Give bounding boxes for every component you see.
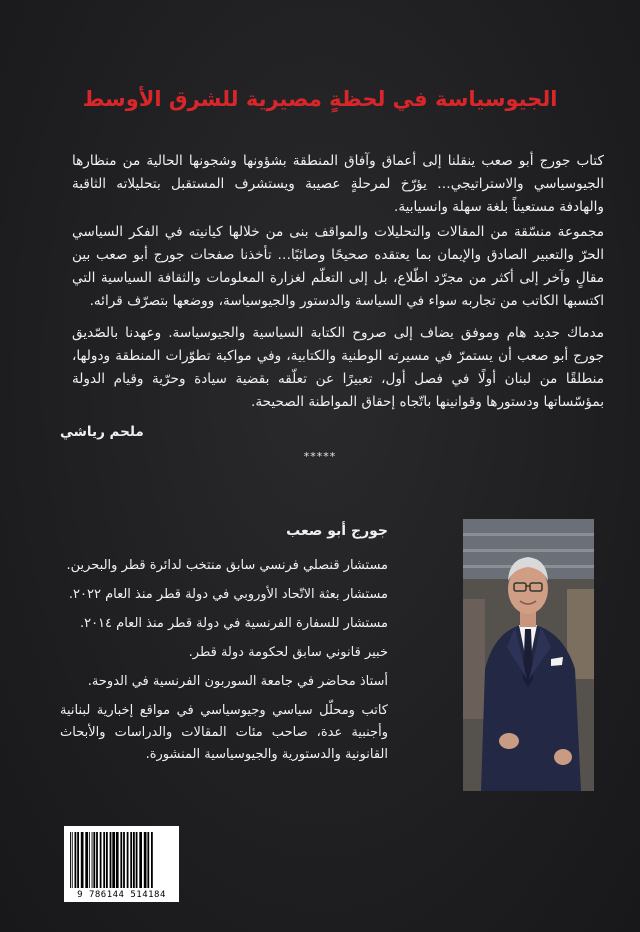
barcode-bar [120,832,122,888]
barcode-bar [93,832,95,888]
barcode-bar [110,832,112,888]
author-bio-item: مستشار للسفارة الفرنسية في دولة قطر منذ العام ٢٠١٤. [79,616,388,631]
isbn-barcode [64,826,179,902]
barcode-bar [123,832,125,888]
barcode-bar [106,832,108,888]
barcode-bar [89,832,90,888]
author-bio-list [60,555,388,773]
blurb-paragraph-3: مدماك جديد هام وموفق يضاف إلى صروح الكتابة السياسية والجيوسياسة. وعهدنا بالصّديق جورج أبو صعب أن يستمرّ في مسيرته الوطنية والكتابية، وفي مواكبة تطوّرات المنطقة ودولها، منطلقًا من لبنان أولًا في فصل أول، تعبيرًا عن تعلّقه بقضية سيادة وحرّية وقيام الدولة بمؤسّساتها ودستورها وقوانينها باتّجاه إحقاق المواطنة الصحيحة. [72,325,604,410]
author-name: جورج أبو صعب [286,523,388,539]
barcode-bar [92,832,93,888]
isbn-number: 9 786144 514184 [77,890,166,900]
author-bio-item: كاتب ومحلّل سياسي وجيوسياسي في مواقع إخبارية لبنانية وأجنبية عدة، صاحب مئات المقالات والدراسات والأبحاث القانونية والدستورية والجيوسياسية المنشورة. [60,703,388,762]
barcode-bar [85,832,88,888]
blurb-signature: ملحم رياشي [60,424,144,440]
author-bio-item: أستاذ محاضر في جامعة السوربون الفرنسية في الدوحة. [87,674,388,689]
book-title: الجيوسياسة في لحظةٍ مصيرية للشرق الأوسط [82,87,558,111]
barcode-bar [70,832,71,888]
blurb-paragraph-1: كتاب جورج أبو صعب ينقلنا إلى أعماق وآفاق المنطقة بشؤونها وشجونها الحالية من منظارها الجيوسياسي والاستراتيجي… يؤرّخ لمرحلةٍ عصيبة ويستشرف المستقبل بتحليلاته الثاقبة والهادفة مستعيناً بلغة سهلة وانسيابية. [72,153,604,215]
barcode-bar [100,832,102,888]
barcode-bar [139,832,142,888]
barcode-bar [103,832,105,888]
barcode-bar [77,832,79,888]
barcode-bar [127,832,129,888]
author-bio-item: خبير قانوني سابق لحكومة دولة قطر. [188,645,388,660]
author-photo [463,519,594,791]
blurb-paragraph-2: مجموعة منسّقة من المقالات والتحليلات والمواقف بنى من خلالها كيانيته في الفكر السياسي الحرّ والتعبير الصادق والإيمان بما يعتقده صحيحًا وصائبًا… تأخذنا صفحات جورج أبو صعب بين مقالٍ وآخر إلى أكثر من مجرّد اطّلاع، بل إلى التعلّم لغزارة المعلومات والثقافة السياسية التي اكتسبها الكاتب من تجاربه سواء في السياسة والدستور والجيوسياسة، ووضعها بتصرّف قرائه. [72,224,604,309]
barcode-bar [144,832,147,888]
barcode-bar [75,832,77,888]
barcode-bars-icon [64,826,179,890]
barcode-bar [72,832,73,888]
author-bio-item: مستشار قنصلي فرنسي سابق منتخب لدائرة قطر والبحرين. [66,558,388,573]
barcode-bar [147,832,149,888]
barcode-bar [96,832,98,888]
barcode-bar [116,832,119,888]
barcode-bar [136,832,138,888]
barcode-bar [112,832,115,888]
barcode-bar [133,832,135,888]
barcode-bar [151,832,153,888]
barcode-bar [81,832,84,888]
author-bio-item: مستشار بعثة الاتّحاد الأوروبي في دولة قطر منذ العام ٢٠٢٢. [68,587,388,602]
section-separator: ***** [303,450,337,463]
barcode-bar [130,832,132,888]
